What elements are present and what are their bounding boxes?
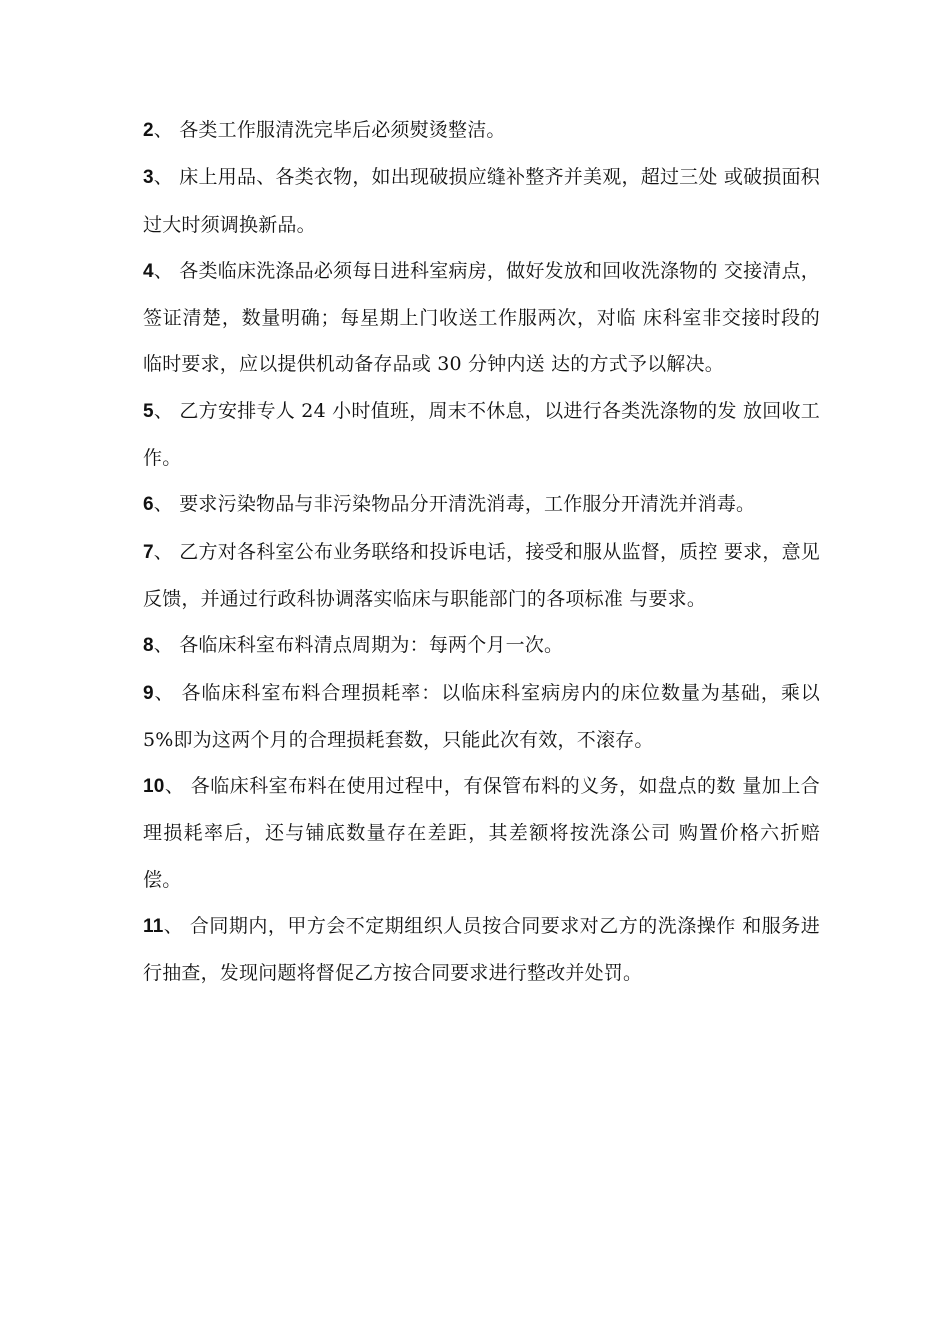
clause-10 — [143, 763, 820, 903]
clause-4 — [143, 248, 820, 388]
clause-text: 、 要求污染物品与非污染物品分开清洗消毒，工作服分开清洗并消毒。 — [153, 493, 756, 516]
clause-number: 4 — [143, 260, 154, 282]
clause-8 — [143, 622, 820, 669]
clause-7 — [143, 529, 820, 623]
clause-number: 6 — [143, 494, 154, 516]
clause-text: 、 各临床科室布料清点周期为：每两个月一次。 — [153, 634, 564, 657]
clause-number: 11 — [143, 916, 164, 938]
clause-text: 、 各类临床洗涤品必须每日进科室病房，做好发放和回收洗涤物的 交接清点，签证清楚，数量明确；每星期上门收送工作服两次，对临 床科室非交接时段的临时要求，应以提供机动备存品或 30 分钟内送 达的方式予以解决。 — [143, 259, 820, 376]
clause-text: 、 各临床科室布料在使用过程中，有保管布料的义务，如盘点的数 量加上合理损耗率后，还与铺底数量存在差距，其差额将按洗涤公司 购置价格六折赔偿。 — [143, 775, 820, 891]
clause-number: 7 — [143, 541, 154, 563]
clause-11 — [143, 903, 820, 997]
clause-6 — [143, 481, 820, 528]
clause-text: 、 各临床科室布料合理损耗率：以临床科室病房内的床位数量为基础，乘以 5%即为这两个月的合理损耗套数，只能此次有效，不滚存。 — [143, 681, 820, 751]
document-body — [143, 107, 820, 997]
clause-9 — [143, 670, 820, 764]
clause-text: 、 各类工作服清洗完毕后必须熨烫整洁。 — [153, 119, 506, 141]
clause-3 — [143, 154, 820, 248]
clause-number: 8 — [143, 635, 154, 657]
clause-number: 3 — [143, 167, 154, 189]
clause-number: 2 — [143, 120, 154, 141]
clause-text: 、 乙方安排专人 24 小时值班，周末不休息，以进行各类洗涤物的发 放回收工作。 — [143, 399, 820, 470]
clause-5 — [143, 388, 820, 482]
clause-2 — [143, 107, 820, 154]
clause-text: 、 合同期内，甲方会不定期组织人员按合同要求对乙方的洗涤操作 和服务进行抽查，发现问题将督促乙方按合同要求进行整改并处罚。 — [143, 915, 820, 985]
clause-text: 、 乙方对各科室公布业务联络和投诉电话，接受和服从监督，质控 要求，意见反馈，并通过行政科协调落实临床与职能部门的各项标准 与要求。 — [143, 540, 820, 610]
clause-number: 10 — [143, 776, 165, 798]
clause-number: 9 — [143, 682, 154, 704]
clause-number: 5 — [143, 400, 154, 422]
clause-text: 、 床上用品、各类衣物，如出现破损应缝补整齐并美观，超过三处 或破损面积过大时须调换新品。 — [143, 166, 820, 236]
